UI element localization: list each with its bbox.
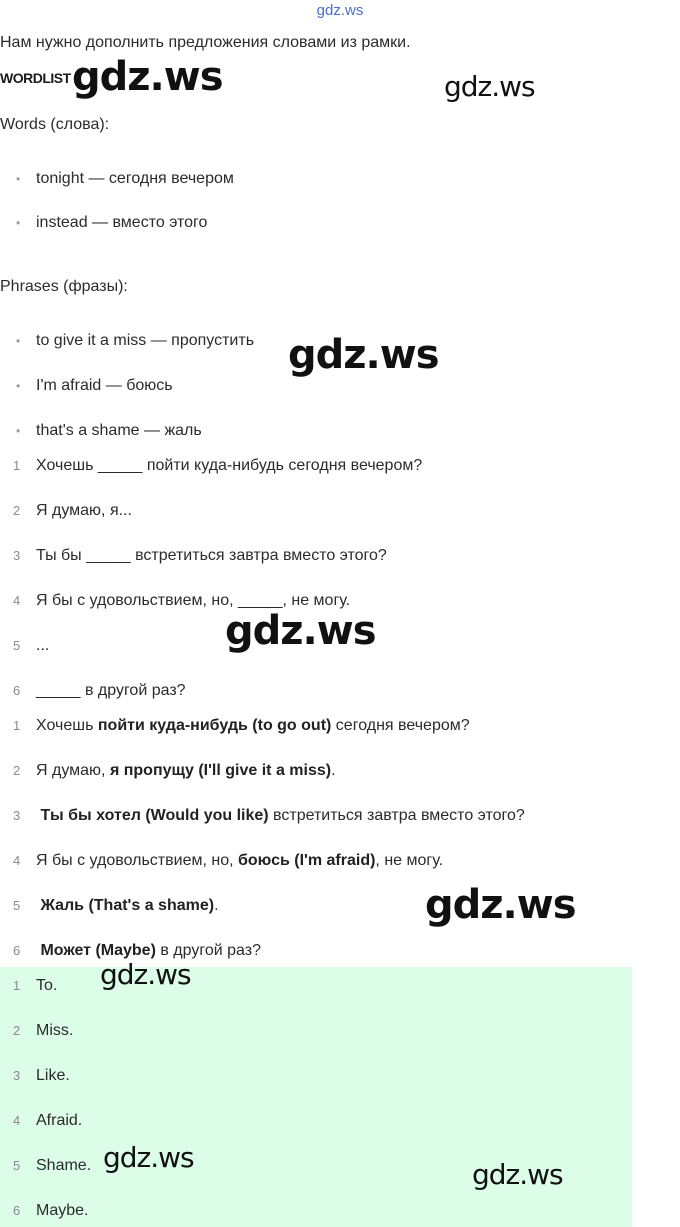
phrase-item: • to give it a miss — пропустить <box>16 332 255 349</box>
translation-row: 6 Может (Maybe) в другой раз? <box>13 942 261 959</box>
word-item: • instead — вместо этого <box>16 214 208 231</box>
translation-row: 1 Хочешь пойти куда-нибудь (to go out) сегодня вечером? <box>13 717 470 734</box>
phrases-heading: Phrases (фразы): <box>0 278 128 295</box>
watermark-header: gdz.ws <box>316 2 364 19</box>
translation-row: 3 Ты бы хотел (Would you like) встретиться завтра вместо этого? <box>13 807 525 824</box>
answer-row: 2 Miss. <box>13 1022 74 1039</box>
watermark: gdz.ws <box>288 332 439 378</box>
task-row: 1 Хочешь _____ пойти куда-нибудь сегодня вечером? <box>13 457 423 474</box>
bullet-icon: • <box>16 172 21 186</box>
translation-row: 4 Я бы с удовольствием, но, боюсь (I'm afraid), не могу. <box>13 852 444 869</box>
bullet-icon: • <box>16 334 21 348</box>
answer-row: 1 To. <box>13 977 58 994</box>
task-row: 3 Ты бы _____ встретиться завтра вместо этого? <box>13 547 387 564</box>
answer-row: 6 Maybe. <box>13 1202 89 1219</box>
watermark: gdz.ws <box>103 1141 194 1174</box>
task-row: 5 ... <box>13 637 50 654</box>
task-row: 2 Я думаю, я... <box>13 502 132 519</box>
bullet-icon: • <box>16 216 21 230</box>
task-row: 4 Я бы с удовольствием, но, _____, не могу. <box>13 592 351 609</box>
watermark: gdz.ws <box>425 882 576 928</box>
phrase-item: • I'm afraid — боюсь <box>16 377 173 394</box>
watermark: gdz.ws <box>72 54 223 100</box>
word-item: • tonight — сегодня вечером <box>16 170 234 187</box>
bullet-icon: • <box>16 424 21 438</box>
watermark: gdz.ws <box>100 958 191 991</box>
intro-text: Нам нужно дополнить предложения словами из рамки. <box>0 34 411 51</box>
words-heading: Words (слова): <box>0 116 110 133</box>
translation-row: 2 Я думаю, я пропущу (I'll give it a miss). <box>13 762 336 779</box>
answer-row: 5 Shame. <box>13 1157 92 1174</box>
translation-row: 5 Жаль (That's a shame). <box>13 897 219 914</box>
watermark: gdz.ws <box>225 608 376 654</box>
watermark: gdz.ws <box>472 1158 563 1191</box>
wordlist-title: WORDLIST <box>0 70 71 86</box>
answer-row: 4 Afraid. <box>13 1112 83 1129</box>
answer-row: 3 Like. <box>13 1067 70 1084</box>
task-row: 6 _____ в другой раз? <box>13 682 186 699</box>
watermark: gdz.ws <box>444 70 535 103</box>
phrase-item: • that's a shame — жаль <box>16 422 202 439</box>
bullet-icon: • <box>16 379 21 393</box>
